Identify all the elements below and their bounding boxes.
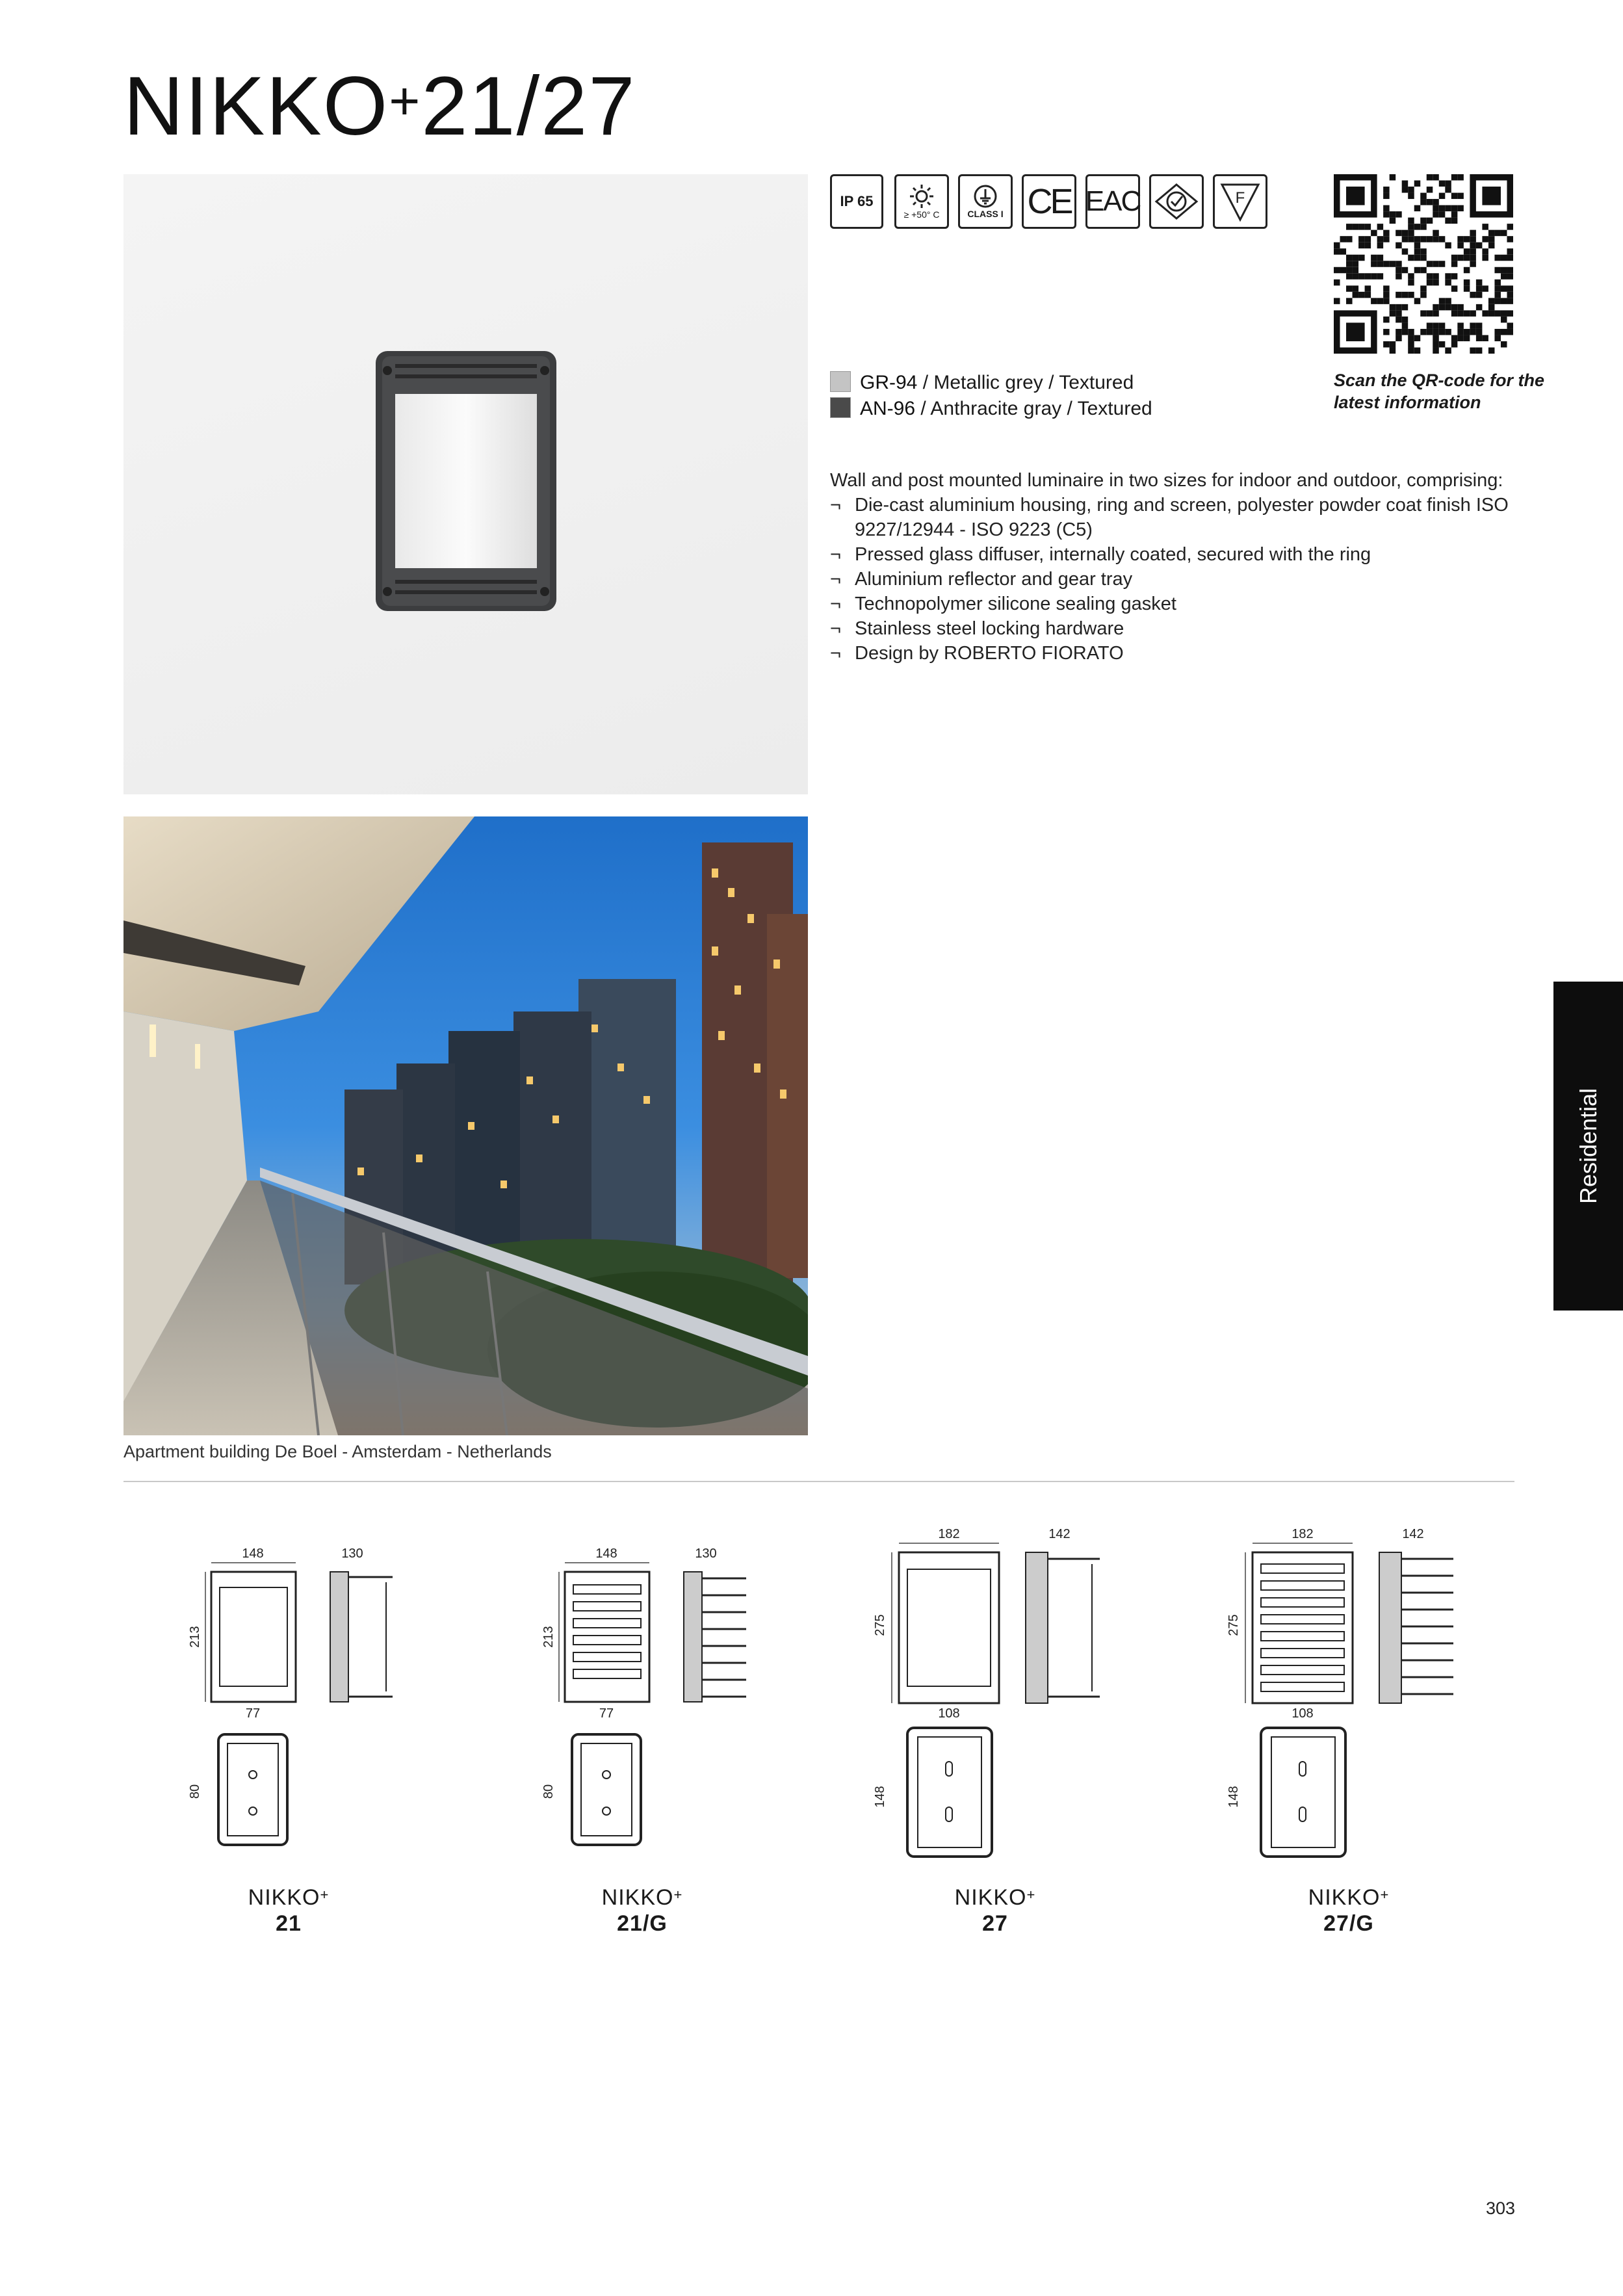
class-i-icon: CLASS I (958, 174, 1013, 229)
qr-code[interactable] (1334, 174, 1513, 354)
svg-text:108: 108 (938, 1706, 960, 1721)
finish-swatch (830, 371, 851, 392)
svg-text:80: 80 (188, 1784, 202, 1799)
svg-text:213: 213 (541, 1626, 556, 1648)
model-name-21g: NIKKO+ 21/G (601, 1885, 683, 1936)
drawing-nikko-27 (871, 1502, 1131, 1875)
product-description (830, 468, 1513, 666)
model-name-21: NIKKO+ 21 (248, 1885, 330, 1936)
svg-text:275: 275 (1227, 1614, 1241, 1636)
qr-caption: Scan the QR-code for the latest information (1334, 371, 1545, 412)
svg-text:148: 148 (1227, 1786, 1241, 1808)
svg-text:F: F (1235, 189, 1245, 207)
eac-icon: EAC (1085, 174, 1140, 229)
svg-text:148: 148 (595, 1546, 617, 1561)
page-title: NIKKO+21/27 (123, 60, 636, 153)
finish-swatch (830, 397, 851, 418)
drawing-nikko-21 (182, 1520, 416, 1874)
rcm-icon (1149, 174, 1204, 229)
description-item: ¬ Design by ROBERTO FIORATO (830, 641, 1513, 666)
temperature-icon: ≥ +50° C (894, 174, 949, 229)
description-item: ¬ Aluminium reflector and gear tray (830, 567, 1513, 592)
ip65-icon: IP 65 (830, 174, 883, 229)
svg-text:142: 142 (1048, 1527, 1071, 1541)
svg-text:108: 108 (1292, 1706, 1314, 1721)
svg-text:182: 182 (1292, 1527, 1314, 1541)
svg-text:148: 148 (873, 1786, 887, 1808)
svg-text:77: 77 (599, 1706, 614, 1721)
svg-text:182: 182 (938, 1527, 960, 1541)
building-photo (123, 816, 808, 1435)
section-tab (1553, 982, 1623, 1311)
description-item: ¬ Pressed glass diffuser, internally coated, secured with the ring (830, 542, 1513, 567)
section-tab-label: Residential (1574, 1088, 1602, 1205)
finish-an96: AN-96 / Anthracite gray / Textured (830, 397, 1152, 421)
product-photo (123, 174, 808, 794)
ce-icon: CE (1022, 174, 1076, 229)
svg-text:142: 142 (1402, 1527, 1424, 1541)
svg-text:148: 148 (242, 1546, 264, 1561)
svg-text:130: 130 (695, 1546, 717, 1561)
svg-text:77: 77 (245, 1706, 261, 1721)
svg-text:213: 213 (188, 1626, 202, 1648)
divider (123, 1481, 1514, 1482)
description-item: ¬ Stainless steel locking hardware (830, 616, 1513, 641)
f-mark-icon (1213, 174, 1267, 229)
description-item: ¬ Die-cast aluminium housing, ring and screen, polyester powder coat finish ISO 9227/12944 - ISO 9223 (C5) (830, 493, 1513, 542)
finish-gr94: GR-94 / Metallic grey / Textured (830, 371, 1134, 395)
photo-caption: Apartment building De Boel - Amsterdam - Netherlands (123, 1442, 552, 1461)
svg-text:80: 80 (541, 1784, 556, 1799)
svg-text:275: 275 (873, 1614, 887, 1636)
drawing-nikko-21g (536, 1520, 770, 1874)
drawing-nikko-27g (1225, 1502, 1485, 1875)
description-item: ¬ Technopolymer silicone sealing gasket (830, 592, 1513, 616)
description-intro: Wall and post mounted luminaire in two sizes for indoor and outdoor, comprising: (830, 470, 1503, 491)
page-number: 303 (1486, 2198, 1516, 2218)
svg-text:130: 130 (341, 1546, 363, 1561)
model-name-27g: NIKKO+ 27/G (1308, 1885, 1390, 1936)
model-name-27: NIKKO+ 27 (954, 1885, 1036, 1936)
